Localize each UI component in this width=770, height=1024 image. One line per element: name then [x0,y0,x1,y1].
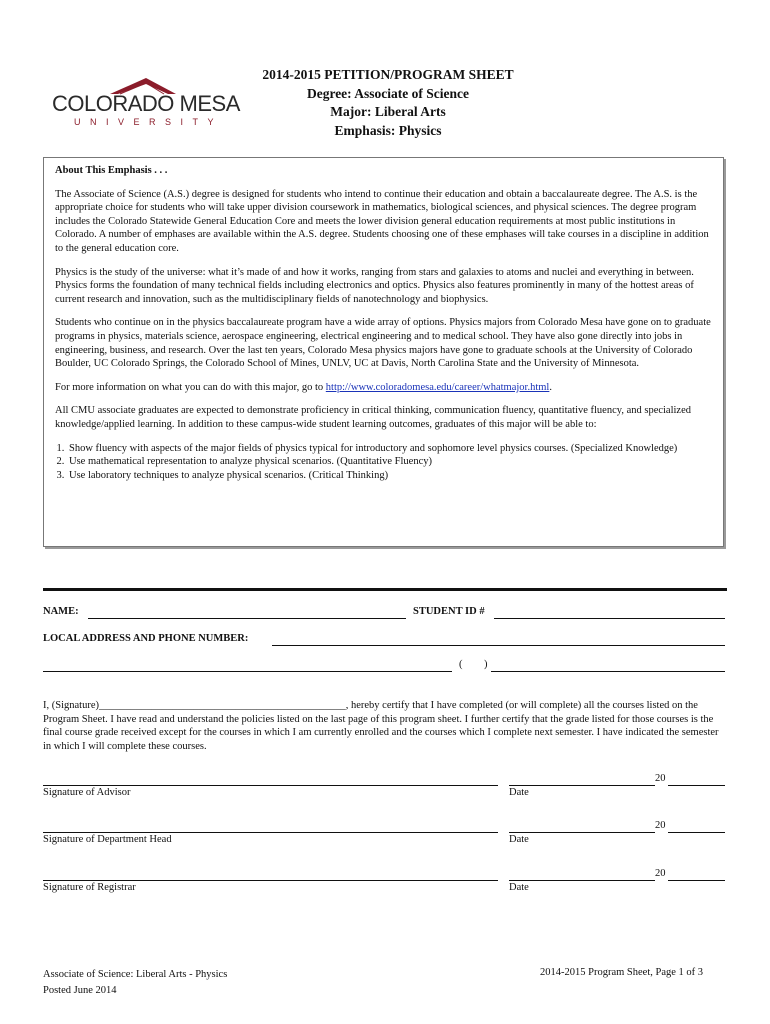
certification-statement: I, (Signature)_______________________________________________, hereby certify that I have completed (or will complete) all the courses listed on the Program Sheet. I have read and understand the policies listed on the last page of this program sheet. I further certify that the grade listed for those courses is the final course grade received except for the courses in which I am currently enrolled and the courses which I complete next semester. I have indicated the semester in which I will complete these courses. [43,700,719,753]
student-id-field[interactable] [494,618,725,619]
phone-field[interactable] [491,671,725,672]
registrar-signature-caption: Signature of Registrar [43,882,136,893]
dept-head-date-caption: Date [509,834,529,845]
about-paragraph-1: The Associate of Science (A.S.) degree is designed for students who intend to continue their education and obtain a baccalaureate degree. The A.S. is the appropriate choice for students who will take upper division coursework in mathematics, biological sciences, and physical sciences. The degree program includes the Colorado Statewide General Education Core and meets the lower division general education requirements at most public institutions in Colorado. A number of emphases are available within the A.S. degree. Students choosing one of these emphases will take courses in a discipline in addition to the general education core. [55,188,709,254]
advisor-signature-line[interactable] [43,785,498,786]
footer-posted-date: Posted June 2014 [43,985,117,996]
learning-outcome-item: 1. Show fluency with aspects of the major fields of physics typical for introductory and sophomore level physics courses. (Specialized Knowledge) [67,442,713,456]
learning-outcome-item: 2. Use mathematical representation to analyze physical scenarios. (Quantitative Fluency) [67,455,713,469]
registrar-year-line[interactable] [668,880,725,881]
registrar-date-caption: Date [509,882,529,893]
advisor-year-line[interactable] [668,785,725,786]
footer-left [43,967,227,999]
address-field[interactable] [272,645,725,646]
dept-head-signature-caption: Signature of Department Head [43,834,172,845]
address-label: LOCAL ADDRESS AND PHONE NUMBER: [43,633,249,644]
advisor-date-caption: Date [509,787,529,798]
title-line-4: Emphasis: Physics [334,122,442,138]
dept-head-year-prefix: 20 [655,820,666,831]
name-field[interactable] [88,618,406,619]
about-paragraph-3: Students who continue on in the physics baccalaureate program have a wide array of options. Physics majors from Colorado Mesa have gone on to graduate programs in physics, materials science, aerospace engineering, electrical engineering and to medical school. They have also gone directly into jobs in engineering, business, and research. Over the last ten years, Colorado Mesa physics majors have gone to graduate schools at the University of Colorado Boulder, UC Colorado Springs, the Colorado School of Mines, UNLV, UC at Davis, North Carolina State and the University of Minnesota. [55,317,711,370]
advisor-year-prefix: 20 [655,773,666,784]
logo-name: COLORADO MESA [52,91,240,116]
logo-university: UNIVERSITY [74,117,224,127]
phone-close-paren: ) [484,659,488,670]
about-paragraph-5: All CMU associate graduates are expected to demonstrate proficiency in critical thinking, communication fluency, quantitative fluency, and specialized knowledge/applied learning. In addition to these campus-wide student learning outcomes, graduates of this major will be able to: [55,405,691,430]
registrar-signature-line[interactable] [43,880,498,881]
registrar-date-line[interactable] [509,880,655,881]
advisor-signature-caption: Signature of Advisor [43,787,131,798]
section-divider [43,588,727,591]
student-id-label: STUDENT ID # [413,606,485,617]
dept-head-year-line[interactable] [668,832,725,833]
registrar-year-prefix: 20 [655,868,666,879]
university-logo [52,76,240,136]
title-line-2: Degree: Associate of Science [306,85,470,101]
advisor-date-line[interactable] [509,785,655,786]
career-major-link[interactable]: http://www.coloradomesa.edu/career/whatmajor.html [325,381,550,393]
more-info-suffix: . [549,381,552,393]
about-emphasis-box [43,157,724,547]
dept-head-date-line[interactable] [509,832,655,833]
about-paragraph-4 [55,381,713,395]
page-title [218,66,558,140]
footer-page-number: 2014-2015 Program Sheet, Page 1 of 3 [540,967,704,978]
address-line-2-field[interactable] [43,671,452,672]
phone-open-paren: ( [459,659,463,670]
learning-outcome-item: 3. Use laboratory techniques to analyze physical scenarios. (Critical Thinking) [67,469,713,483]
dept-head-signature-line[interactable] [43,832,498,833]
name-label: NAME: [43,606,79,617]
title-line-3: Major: Liberal Arts [330,104,446,119]
footer-program-name: Associate of Science: Liberal Arts - Physics [43,969,228,980]
about-paragraph-2: Physics is the study of the universe: what it’s made of and how it works, ranging from stars and galaxies to atoms and nuclei and everything in between. Physics forms the foundation of many technical fields including electronics and optics. Physics also features prominently in many of the hottest areas of current research and innovation, such as the multidisciplinary fields of nanotechnology and biophysics. [55,266,694,305]
learning-outcomes-list [55,442,713,483]
title-line-1: 2014-2015 PETITION/PROGRAM SHEET [262,67,514,82]
more-info-prefix: For more information on what you can do with this major, go to [55,381,326,393]
about-heading: About This Emphasis . . . [55,165,168,176]
